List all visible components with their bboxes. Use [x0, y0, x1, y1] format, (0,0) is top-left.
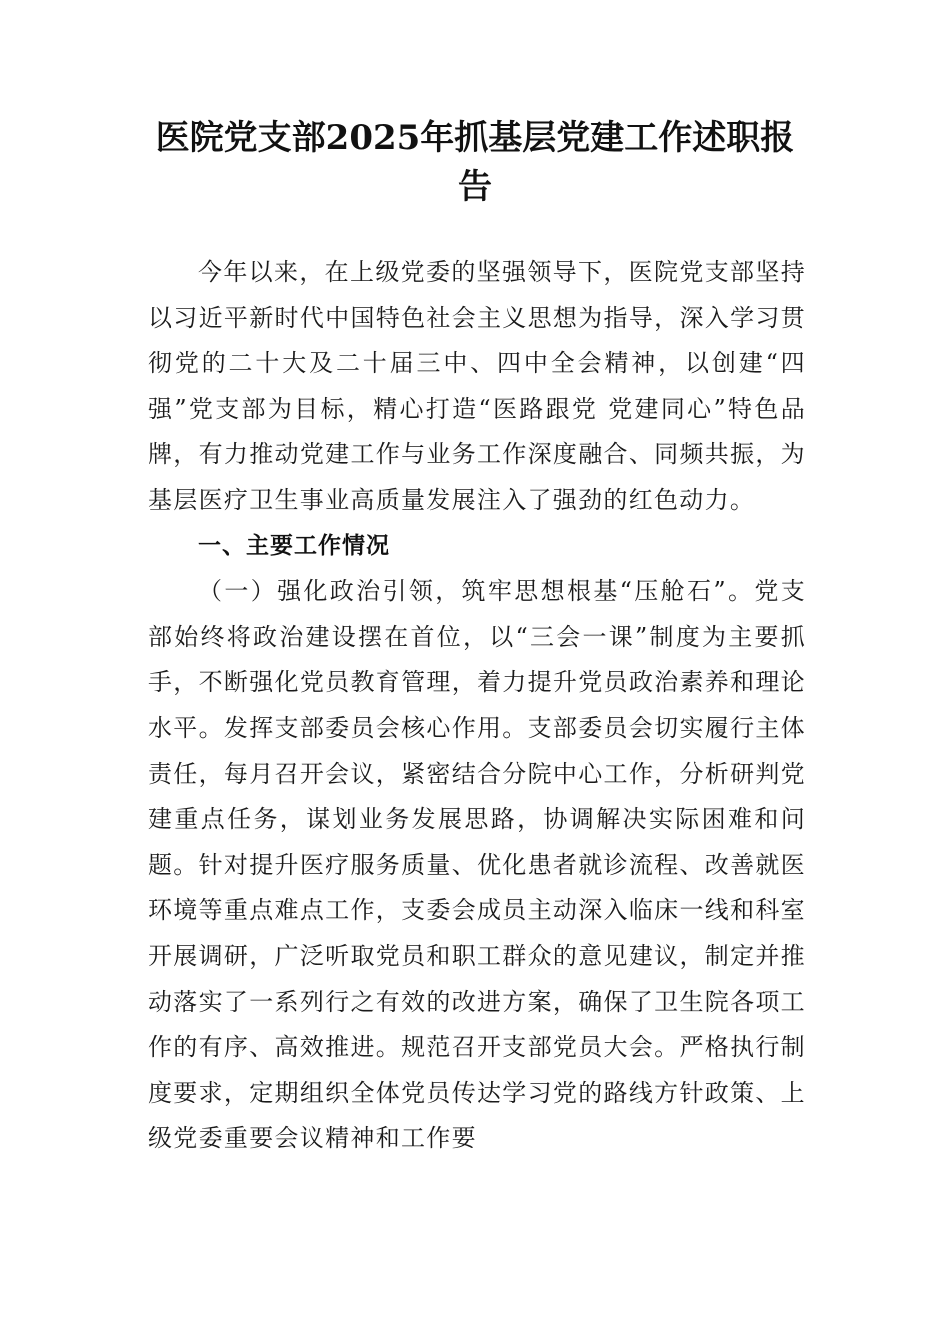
intro-paragraph: 今年以来，在上级党委的坚强领导下，医院党支部坚持以习近平新时代中国特色社会主义思想为指导，深入学习贯彻党的二十大及二十届三中、四中全会精神，以创建“四强”党支部为目标，精心打造“医路跟党 党建同心”特色品牌，有力推动党建工作与业务工作深度融合、同频共振，为基层医疗卫生事业高质量发展注入了强劲的红色动力。	[148, 258, 806, 514]
section-heading: 一、主要工作情况	[198, 532, 390, 559]
document-body	[148, 250, 806, 1162]
subsection-paragraph	[148, 569, 806, 1162]
document-title: 医院党支部2025年抓基层党建工作述职报告	[155, 118, 795, 207]
subsection-heading: （一）强化政治引领，筑牢思想根基“压舱石”。	[198, 577, 755, 606]
subsection-body: 党支部始终将政治建设摆在首位，以“三会一课”制度为主要抓手，不断强化党员教育管理，着力提升党员政治素养和理论水平。发挥支部委员会核心作用。支部委员会切实履行主体责任，每月召开会议，紧密结合分院中心工作，分析研判党建重点任务，谋划业务发展思路，协调解决实际困难和问题。针对提升医疗服务质量、优化患者就诊流程、改善就医环境等重点难点工作，支委会成员主动深入临床一线和科室开展调研，广泛听取党员和职工群众的意见建议，制定并推动落实了一系列行之有效的改进方案，确保了卫生院各项工作的有序、高效推进。规范召开支部党员大会。严格执行制度要求，定期组织全体党员传达学习党的路线方针政策、上级党委重要会议精神和工作要	[148, 577, 806, 1153]
